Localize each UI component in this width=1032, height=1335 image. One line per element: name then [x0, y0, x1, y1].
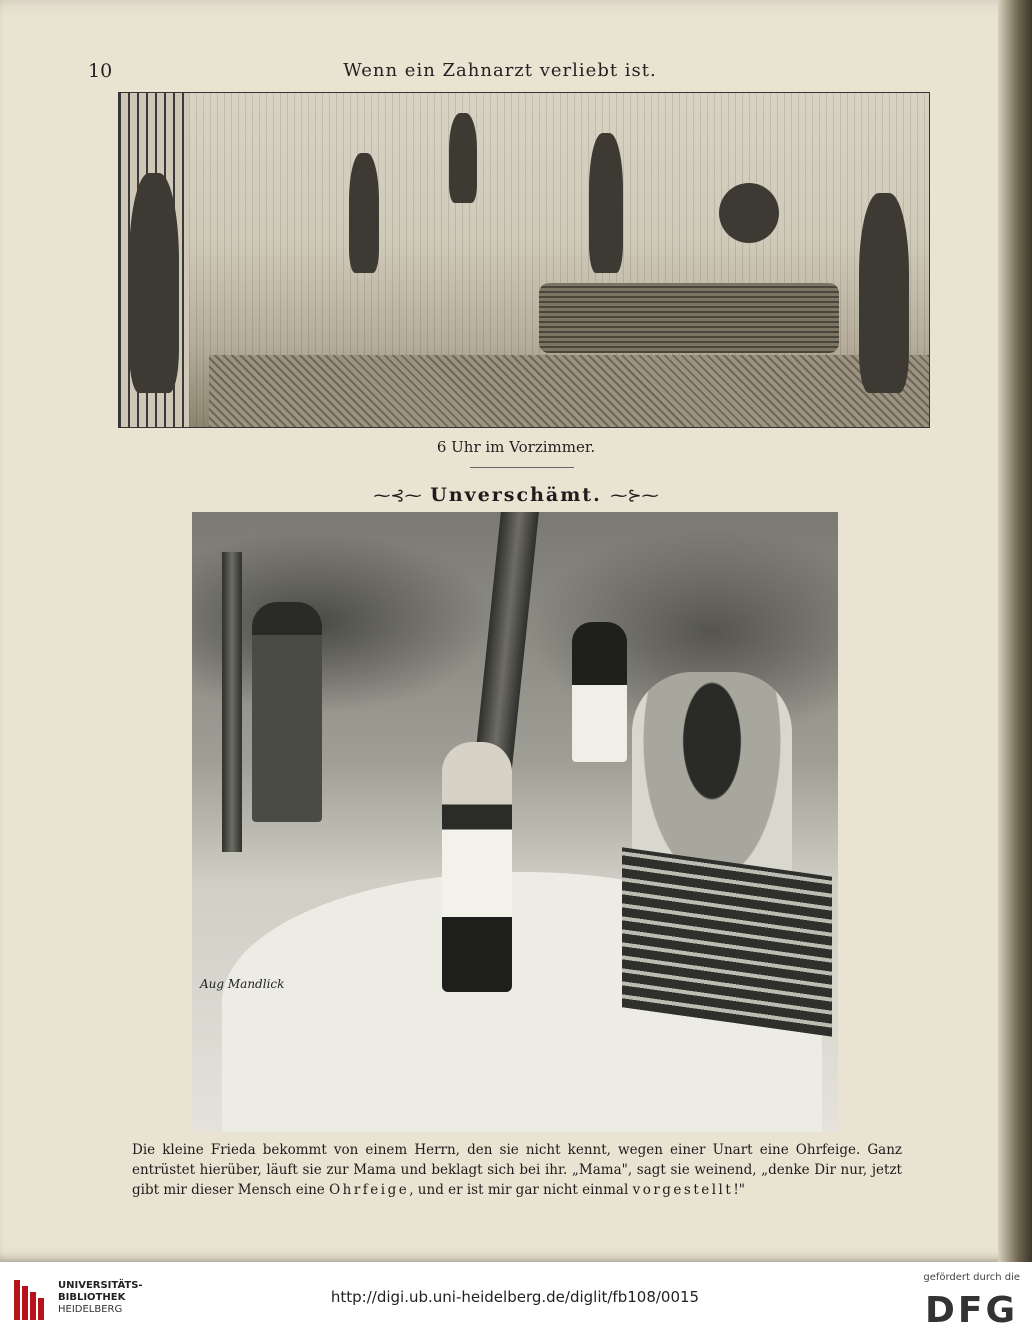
footer-bar — [0, 1262, 1032, 1335]
illustration-bench — [622, 847, 832, 1037]
viewer-footer — [0, 1262, 1032, 1335]
separator-rule — [470, 467, 574, 468]
illustration-tree-trunk — [222, 552, 242, 852]
page-number: 10 — [88, 60, 113, 82]
library-name-line: UNIVERSITÄTS- — [58, 1280, 143, 1291]
illustration-figure — [719, 183, 779, 243]
top-illustration-caption: 6 Uhr im Vorzimmer. — [436, 438, 596, 456]
funding-caption: gefördert durch die — [923, 1272, 1020, 1283]
running-head: Wenn ein Zahnarzt verliebt ist. — [343, 60, 657, 81]
illustration-figure — [449, 113, 477, 203]
flourish-right: ⁓⊱⁓ — [610, 486, 659, 506]
illustration-floor — [209, 355, 929, 427]
illustration-figure — [589, 133, 623, 273]
library-name-line: BIBLIOTHEK — [58, 1292, 126, 1303]
illustration-figure — [349, 153, 379, 273]
illustration-figure — [129, 173, 179, 393]
illustration-nursemaid — [572, 622, 627, 762]
flourish-left: ⁓⊰⁓ — [373, 486, 422, 506]
dfg-logo: DFG — [924, 1290, 1018, 1331]
library-logo-icon — [12, 1278, 48, 1322]
story-text — [132, 1140, 902, 1200]
section-title: Unverschämt. — [430, 484, 602, 506]
story-text-emphasis: vorgestellt — [632, 1182, 734, 1198]
top-illustration — [118, 92, 930, 428]
library-name-line: HEIDELBERG — [58, 1304, 123, 1315]
story-text-part: Die kleine Frieda bekommt von einem Herrn, den sie nicht kennt, wegen einer Unart eine Ohrfeige. Ganz entrüstet hierüber, läuft sie zur Mama und beklagt sich bei ihr. „Mama", sagt sie weinend, „denke Dir nur, jetzt gibt mir dieser Mensch eine — [132, 1142, 902, 1198]
illustration-figure — [859, 193, 909, 393]
story-text-part: , und er ist mir gar nicht einmal — [409, 1182, 633, 1198]
illustration-man — [252, 602, 322, 822]
illustration-couch — [539, 283, 839, 353]
section-heading — [200, 484, 832, 506]
artist-signature: Aug Mandlick — [200, 977, 285, 991]
illustration-girl — [442, 742, 512, 992]
library-name — [58, 1280, 143, 1316]
story-text-emphasis: Ohrfeige — [329, 1182, 410, 1198]
permalink-url[interactable]: http://digi.ub.uni-heidelberg.de/diglit/fb108/0015 — [330, 1288, 700, 1306]
bottom-illustration — [192, 512, 838, 1132]
book-spine — [998, 0, 1032, 1262]
story-text-part: !" — [733, 1182, 745, 1198]
